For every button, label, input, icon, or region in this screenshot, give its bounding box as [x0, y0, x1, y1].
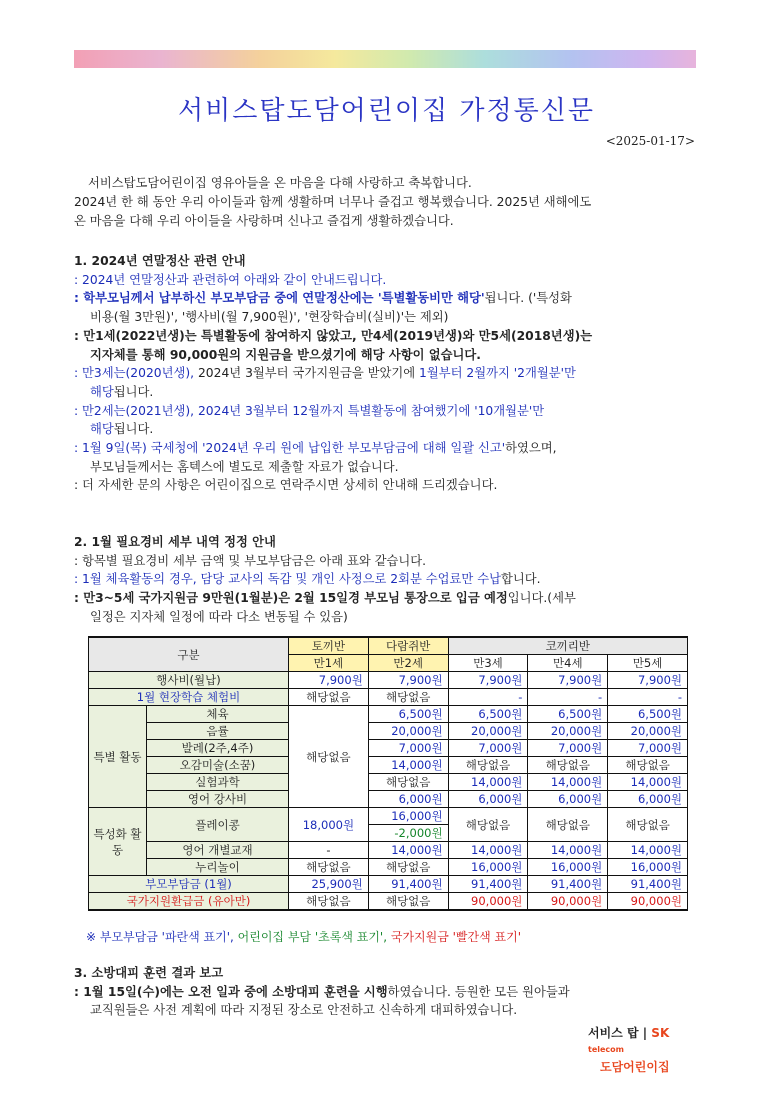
row-play-a: 특성화 활동 플레이콩 18,000원 16,000원 해당없음 해당없음 해당없음	[89, 808, 688, 825]
row-field-trip: 1월 현장학습 체험비 해당없음 해당없음 - - -	[89, 689, 688, 706]
header-ribbon	[74, 50, 696, 68]
intro-line-3: 온 마음을 다해 우리 아이들을 사랑하며 신나고 즐겁게 생활하겠습니다.	[74, 214, 454, 228]
row-special-1: 음률 20,000원 20,000원 20,000원 20,000원	[89, 723, 688, 740]
age-m4: 만4세	[528, 655, 608, 672]
section-1-title: 1. 2024년 연말정산 관련 안내	[74, 254, 246, 268]
header-darami: 다람쥐반	[368, 637, 448, 655]
s1-item-1: : 2024년 연말정산과 관련하여 아래와 같이 안내드립니다.	[74, 272, 387, 287]
section-1	[74, 252, 704, 495]
s1-item-5: : 만2세는(2021년생), 2024년 3월부터 12월까지 특별활동에 참여했기에 '10개월분'만	[74, 403, 545, 418]
row-special-5: 영어 강사비 6,000원 6,000원 6,000원 6,000원	[89, 791, 688, 808]
special-m1-na: 해당없음	[289, 706, 369, 808]
s1-item-2: : 학부모님께서 납부하신 부모부담금 중에 연말정산에는 '특별활동비만 해당'됩니다. ('특성화	[74, 291, 572, 306]
fee-table	[88, 636, 688, 911]
intro-line-1: 서비스탑도담어린이집 영유아들을 온 마음을 다해 사랑하고 축복합니다.	[88, 176, 472, 190]
page-title: 서비스탑도담어린이집 가정통신문	[177, 96, 595, 126]
row-event: 행사비(월납) 7,900원 7,900원 7,900원 7,900원 7,900원	[89, 672, 688, 689]
s1-item-2-cont: 비용(월 3만원)', '행사비(월 7,900원)', '현장학습비(실비)'는 제외)	[90, 310, 449, 325]
special-group: 특별 활동	[89, 706, 147, 808]
section-2	[74, 533, 704, 627]
issue-date: <2025-01-17>	[605, 134, 695, 148]
section-3	[74, 964, 704, 1020]
s1-item-4-cont: 해당됩니다.	[90, 384, 154, 399]
s1-item-7: : 더 자세한 문의 사항은 어린이집으로 연락주시면 상세히 안내해 드리겠습니다.	[74, 478, 498, 493]
s2-item-3-cont: 일정은 지자체 일정에 따라 다소 변동될 수 있음)	[90, 609, 348, 624]
age-m1: 만1세	[289, 655, 369, 672]
s3-item-1-cont: 교직원들은 사전 계획에 따라 지정된 장소로 안전하고 신속하게 대피하였습니다.	[90, 1003, 518, 1018]
section-3-title: 3. 소방대피 훈련 결과 보고	[74, 966, 224, 980]
s1-item-3-cont: 지자체를 통해 90,000원의 지원금을 받으셨기에 해당 사항이 없습니다.	[90, 347, 481, 362]
color-legend-note: ※ 부모부담금 '파란색 표기', 어린이집 부담 '초록색 표기', 국가지원금 '빨간색 표기'	[86, 930, 521, 944]
char-group: 특성화 활동	[89, 808, 147, 876]
age-m5: 만5세	[608, 655, 688, 672]
row-eng-book: 영어 개별교재 - 14,000원 14,000원 14,000원 14,000원	[89, 842, 688, 859]
age-m2: 만2세	[368, 655, 448, 672]
row-nuri: 누리놀이 해당없음 해당없음 16,000원 16,000원 16,000원	[89, 859, 688, 876]
row-special-4: 실험과학 해당없음 14,000원 14,000원 14,000원	[89, 774, 688, 791]
header-gubun: 구분	[89, 637, 289, 672]
row-gov-refund: 국가지원환급금 (유아만) 해당없음 해당없음 90,000원 90,000원 90,000원	[89, 893, 688, 911]
s1-item-3: : 만1세(2022년생)는 특별활동에 참여하지 않았고, 만4세(2019년생)와 만5세(2018년생)는	[74, 328, 593, 343]
intro-paragraph	[74, 174, 699, 231]
s3-item-1: : 1월 15일(수)에는 오전 일과 중에 소방대피 훈련을 시행하였습니다. 등원한 모든 원아들과	[74, 984, 570, 999]
age-m3: 만3세	[448, 655, 528, 672]
row-special-0: 특별 활동 체육 해당없음 6,500원 6,500원 6,500원 6,500원	[89, 706, 688, 723]
s1-item-6-cont: 부모님들께서는 홈텍스에 별도로 제출할 자료가 없습니다.	[90, 459, 399, 474]
row-special-3: 오감미술(소꿈) 14,000원 해당없음 해당없음 해당없음	[89, 757, 688, 774]
header-kokkiri: 코끼리반	[448, 637, 687, 655]
row-parent-total: 부모부담금 (1월) 25,900원 91,400원 91,400원 91,400원 91,400원	[89, 876, 688, 893]
row-special-2: 발레(2주,4주) 7,000원 7,000원 7,000원 7,000원	[89, 740, 688, 757]
s1-item-4: : 만3세는(2020년생), 2024년 3월부터 국가지원금을 받았기에 1월부터 2월까지 '2개월분'만	[74, 366, 576, 381]
intro-line-2: 2024년 한 해 동안 우리 아이들과 함께 생활하며 너무나 즐겁고 행복했습니다. 2025년 새해에도	[74, 195, 592, 209]
section-2-title: 2. 1월 필요경비 세부 내역 정정 안내	[74, 535, 276, 549]
s2-item-2: : 1월 체육활동의 경우, 담당 교사의 독감 및 개인 사정으로 2회분 수업료만 수납합니다.	[74, 572, 541, 587]
header-tokki: 토끼반	[289, 637, 369, 655]
row-play-b: -2,000원	[89, 825, 688, 842]
s2-item-1: : 항목별 필요경비 세부 금액 및 부모부담금은 아래 표와 같습니다.	[74, 553, 427, 568]
daycare-logo: 서비스 탑 | SK telecom 도담어린이집	[588, 1026, 670, 1074]
s1-item-5-cont: 해당됩니다.	[90, 422, 154, 437]
s2-item-3: : 만3~5세 국가지원금 9만원(1월분)은 2월 15일경 부모님 통장으로 입금 예정입니다.(세부	[74, 591, 576, 606]
s1-item-6: : 1월 9일(목) 국세청에 '2024년 우리 원에 납입한 부모부담금에 대해 일괄 신고'하였으며,	[74, 441, 557, 456]
